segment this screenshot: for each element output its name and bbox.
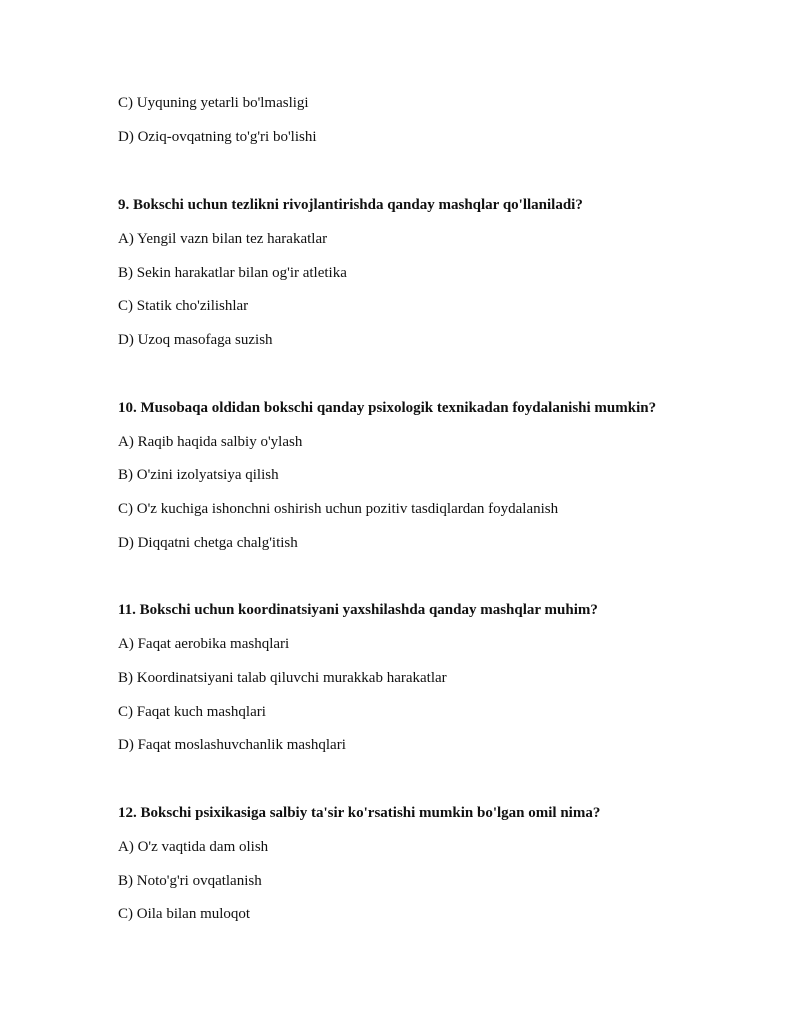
- question-11-option-a: A) Faqat aerobika mashqlari: [118, 636, 290, 652]
- question-10-option-d: D) Diqqatni chetga chalg'itish: [118, 535, 298, 551]
- question-12-option-c: C) Oila bilan muloqot: [118, 906, 251, 922]
- question-12-option-a: A) O'z vaqtida dam olish: [118, 839, 269, 855]
- question-12-option-b: B) Noto'g'ri ovqatlanish: [118, 873, 262, 889]
- question-9-option-a: A) Yengil vazn bilan tez harakatlar: [118, 231, 328, 247]
- question-12-title: 12. Bokschi psixikasiga salbiy ta'sir ko'rsatishi mumkin bo'lgan omil nima?: [118, 805, 601, 821]
- question-9-option-c: C) Statik cho'zilishlar: [118, 298, 249, 314]
- question-11-option-c: C) Faqat kuch mashqlari: [118, 704, 266, 720]
- question-11-title: 11. Bokschi uchun koordinatsiyani yaxshilashda qanday mashqlar muhim?: [118, 602, 598, 618]
- question-9-option-b: B) Sekin harakatlar bilan og'ir atletika: [118, 265, 347, 281]
- question-10-option-c: C) O'z kuchiga ishonchni oshirish uchun pozitiv tasdiqlardan foydalanish: [118, 501, 559, 517]
- question-11-option-b: B) Koordinatsiyani talab qiluvchi murakkab harakatlar: [118, 670, 447, 686]
- question-10-option-a: A) Raqib haqida salbiy o'ylash: [118, 434, 303, 450]
- option-d-oziq: D) Oziq-ovqatning to'g'ri bo'lishi: [118, 129, 317, 145]
- question-9-title: 9. Bokschi uchun tezlikni rivojlantirishda qanday mashqlar qo'llaniladi?: [118, 197, 583, 213]
- question-11-option-d: D) Faqat moslashuvchanlik mashqlari: [118, 737, 346, 753]
- question-10-option-b: B) O'zini izolyatsiya qilish: [118, 467, 279, 483]
- question-9-option-d: D) Uzoq masofaga suzish: [118, 332, 273, 348]
- question-10-title: 10. Musobaqa oldidan bokschi qanday psixologik texnikadan foydalanishi mumkin?: [118, 400, 657, 416]
- option-c-uyqu: C) Uyquning yetarli bo'lmasligi: [118, 95, 309, 111]
